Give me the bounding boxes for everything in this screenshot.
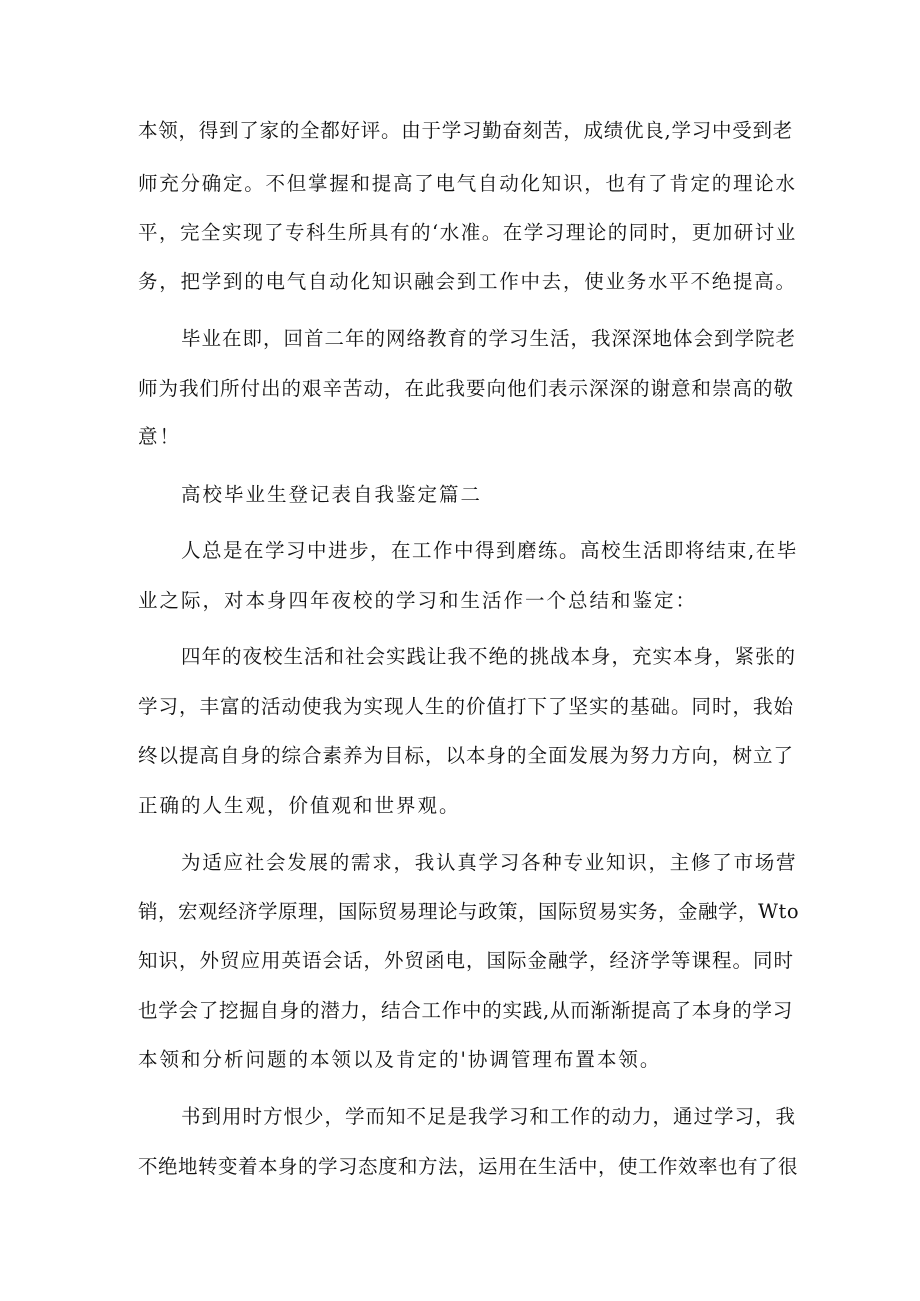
text-line: 不绝地转变着本身的学习态度和方法，运用在生活中，使工作效率也有了很 — [138, 1155, 799, 1178]
text-line: 知识，外贸应用英语会话，外贸函电，国际金融学，经济学等课程。同时 — [138, 949, 795, 972]
text-line: 书到用时方恨少，学而知不足是我学习和工作的动力，通过学习，我 — [181, 1105, 797, 1128]
text-line: 为适应社会发展的需求，我认真学习各种专业知识，主修了市场营 — [181, 851, 798, 874]
text-line: 四年的夜校生活和社会实践让我不绝的挑战本身，充实本身，紧张的 — [181, 645, 797, 668]
text-line: 务，把学到的电气自动化知识融会到工作中去，使业务水平不绝提高。 — [138, 270, 797, 293]
text-line: 意！ — [138, 425, 182, 448]
text-line: 销，宏观经济学原理，国际贸易理论与政策，国际贸易实务，金融学，Wto — [138, 900, 800, 923]
text-line: 也学会了挖掘自身的潜力，结合工作中的实践,从而渐渐提高了本身的学习 — [138, 999, 793, 1022]
text-line: 本领和分析问题的本领以及肯定的'协调管理布置本领。 — [138, 1048, 662, 1071]
text-line: 本领，得到了家的全都好评。由于学习勤奋刻苦，成绩优良,学习中受到老 — [138, 119, 793, 142]
text-line: 毕业在即，回首二年的网络教育的学习生活，我深深地体会到学院老 — [181, 327, 797, 350]
text-line: 学习，丰富的活动使我为实现人生的价值打下了坚实的基础。同时，我始 — [138, 695, 795, 718]
text-line: 正确的人生观，价值观和世界观。 — [138, 794, 461, 817]
text-line: 师充分确定。不但掌握和提高了电气自动化知识，也有了肯定的理论水 — [138, 172, 797, 195]
text-line: 师为我们所付出的艰辛苦动，在此我要向他们表示深深的谢意和崇高的敬 — [138, 377, 795, 400]
text-line: 终以提高自身的综合素养为目标，以本身的全面发展为努力方向，树立了 — [138, 744, 795, 767]
text-line: 人总是在学习中进步，在工作中得到磨练。高校生活即将结束,在毕 — [181, 539, 798, 562]
section-heading: 高校毕业生登记表自我鉴定篇二 — [181, 483, 483, 506]
text-line: 业之际，对本身四年夜校的学习和生活作一个总结和鉴定： — [138, 589, 698, 612]
text-line: 平，完全实现了专科生所具有的‘水准。在学习理论的同时，更加研讨业 — [138, 221, 797, 244]
